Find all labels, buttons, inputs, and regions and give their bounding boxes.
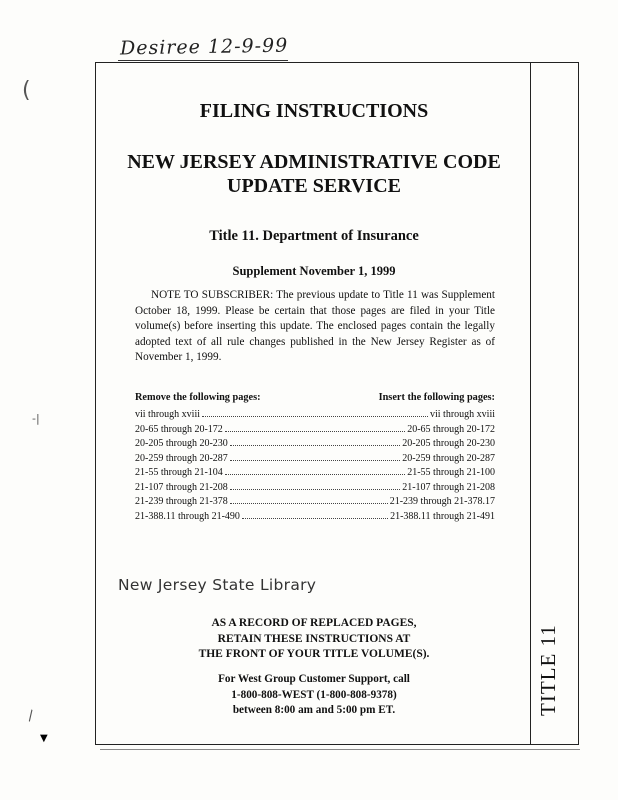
table-row	[135, 465, 495, 480]
remove-pages: 21-239 through 21-378	[135, 496, 228, 507]
bottom-rule	[100, 749, 580, 750]
dot-leader	[230, 494, 388, 504]
library-stamp: New Jersey State Library	[118, 576, 317, 594]
dot-leader	[242, 509, 388, 519]
margin-mark: \	[24, 707, 37, 725]
dot-leader	[230, 451, 400, 461]
table-row	[135, 509, 495, 524]
support-line-1: For West Group Customer Support, call	[218, 673, 410, 685]
remove-header: Remove the following pages:	[135, 392, 261, 403]
support-phone: 1-800-808-WEST (1-800-808-9378)	[231, 688, 397, 701]
insert-pages: 21-55 through 21-100	[407, 467, 495, 478]
record-instructions	[103, 616, 525, 663]
tab-label: TITLE 11	[536, 624, 560, 716]
dot-leader	[202, 407, 428, 417]
record-line-1: AS A RECORD OF REPLACED PAGES,	[211, 617, 417, 629]
remove-pages: 20-65 through 20-172	[135, 423, 223, 435]
table-row	[135, 494, 495, 509]
insert-pages: vii through xviii	[430, 409, 495, 420]
record-line-2: RETAIN THESE INSTRUCTIONS AT	[217, 632, 411, 645]
document-heading: FILING INSTRUCTIONS	[199, 100, 429, 122]
dot-leader	[225, 465, 405, 475]
handwritten-underline	[118, 60, 288, 61]
record-line-3: THE FRONT OF YOUR TITLE VOLUME(S).	[198, 648, 430, 660]
insert-header: Insert the following pages:	[378, 392, 495, 403]
remove-pages: 21-107 through 21-208	[135, 481, 228, 493]
insert-pages: 21-239 through 21-378.17	[389, 496, 495, 507]
support-info	[103, 672, 525, 719]
table-row	[135, 422, 495, 437]
remove-pages: 21-388.11 through 21-490	[135, 510, 240, 522]
publication-line-1: NEW JERSEY ADMINISTRATIVE CODE	[127, 151, 501, 173]
support-hours: between 8:00 am and 5:00 pm ET.	[232, 704, 396, 716]
table-row	[135, 480, 495, 495]
table-header	[135, 392, 495, 407]
subscriber-note: NOTE TO SUBSCRIBER: The previous update to Title 11 was Supplement October 18, 1999. Please be certain that those pages are filed in your Title volume(s) before inserting this update. The enclosed pages contain the legally adopted text of all rule changes published in the New Jersey Register as of November 1, 1999.	[135, 289, 495, 363]
table-row	[135, 451, 495, 466]
margin-mark: -|	[32, 412, 40, 425]
handwritten-note: Desiree 12-9-99	[119, 34, 289, 60]
remove-pages: 21-55 through 21-104	[135, 467, 223, 478]
insert-pages: 20-205 through 20-230	[402, 438, 495, 449]
dot-leader	[225, 422, 405, 432]
remove-pages: 20-259 through 20-287	[135, 452, 228, 464]
publication-title	[103, 150, 525, 198]
table-row	[135, 436, 495, 451]
margin-mark: (	[22, 78, 31, 103]
dot-leader	[230, 436, 400, 446]
margin-mark: ▼	[40, 733, 48, 744]
insert-pages: 20-259 through 20-287	[402, 452, 495, 464]
supplement-line: Supplement November 1, 1999	[232, 264, 396, 278]
title-line: Title 11. Department of Insurance	[209, 228, 419, 244]
publication-line-2: UPDATE SERVICE	[227, 175, 401, 197]
dot-leader	[230, 480, 400, 490]
insert-pages: 21-388.11 through 21-491	[390, 510, 495, 522]
table-row	[135, 407, 495, 422]
insert-pages: 20-65 through 20-172	[407, 423, 495, 435]
remove-pages: 20-205 through 20-230	[135, 438, 228, 449]
table-rows	[135, 407, 495, 523]
insert-pages: 21-107 through 21-208	[402, 481, 495, 493]
page-replacement-table	[135, 392, 495, 523]
remove-pages: vii through xviii	[135, 409, 200, 420]
